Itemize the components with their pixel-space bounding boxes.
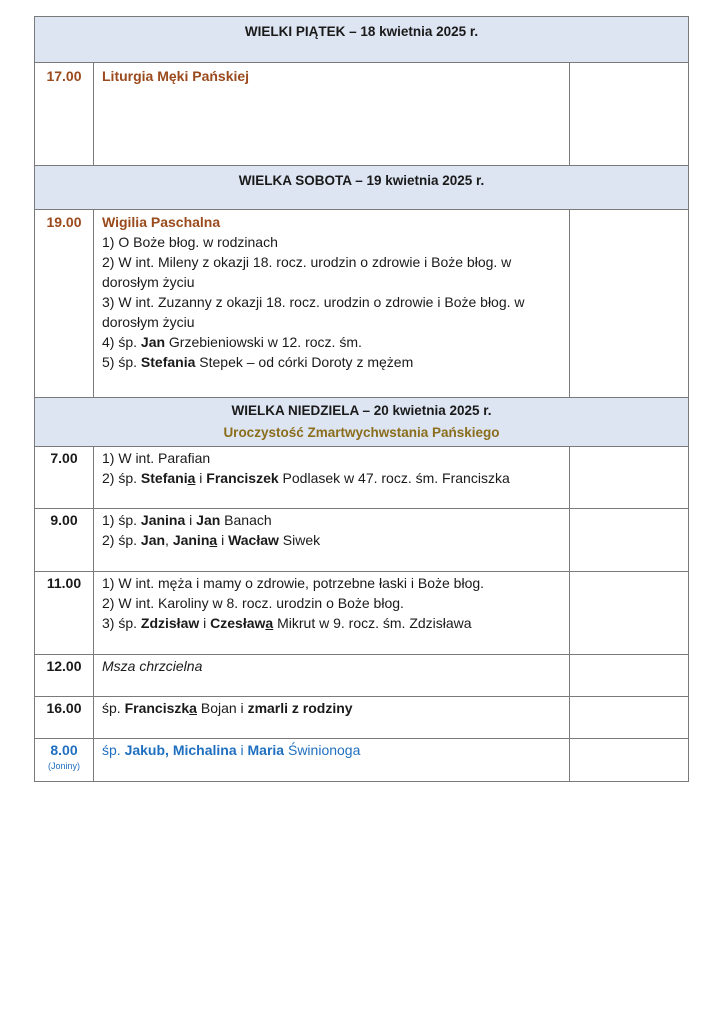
mass-intention bbox=[94, 210, 570, 398]
notes-cell bbox=[570, 447, 689, 509]
mass-schedule-table bbox=[34, 16, 689, 782]
day-title: WIELKA SOBOTA – 19 kwietnia 2025 r. bbox=[238, 173, 485, 188]
intention-line: 4) śp. Jan Grzebieniowski w 12. rocz. śm. bbox=[102, 334, 362, 350]
mass-time: 19.00 bbox=[35, 210, 94, 398]
mass-intention bbox=[94, 655, 570, 697]
notes-cell bbox=[570, 655, 689, 697]
day-header-saturday bbox=[35, 166, 689, 210]
day-subtitle: Uroczystość Zmartwychwstania Pańskiego bbox=[223, 425, 500, 440]
table-row bbox=[35, 697, 689, 739]
intention-line: śp. Franciszka Bojan i zmarli z rodziny bbox=[102, 700, 353, 716]
mass-intention bbox=[94, 509, 570, 572]
notes-cell bbox=[570, 739, 689, 782]
mass-intention bbox=[94, 739, 570, 782]
notes-cell bbox=[570, 210, 689, 398]
intention-line: 5) śp. Stefania Stepek – od córki Doroty z mężem bbox=[102, 354, 414, 370]
day-header-row bbox=[35, 166, 689, 210]
table-row bbox=[35, 572, 689, 655]
table-row bbox=[35, 509, 689, 572]
table-row bbox=[35, 63, 689, 166]
intention-line: 1) śp. Janina i Jan Banach bbox=[102, 512, 272, 528]
table-row bbox=[35, 210, 689, 398]
intention-line: 1) W int. męża i mamy o zdrowie, potrzebne łaski i Boże błog. bbox=[102, 575, 485, 591]
intention-line: 2) śp. Stefania i Franciszek Podlasek w 47. rocz. śm. Franciszka bbox=[102, 470, 510, 486]
mass-time: 7.00 bbox=[35, 447, 94, 509]
intention-line: Msza chrzcielna bbox=[102, 658, 203, 674]
day-header-sunday bbox=[35, 398, 689, 447]
mass-time: 16.00 bbox=[35, 697, 94, 739]
table-row bbox=[35, 739, 689, 782]
mass-time: 12.00 bbox=[35, 655, 94, 697]
day-title: WIELKI PIĄTEK – 18 kwietnia 2025 r. bbox=[244, 24, 479, 39]
table-row bbox=[35, 655, 689, 697]
day-header-friday bbox=[35, 17, 689, 63]
mass-location: (Joniny) bbox=[47, 761, 80, 771]
notes-cell bbox=[570, 697, 689, 739]
intention-line: śp. Jakub, Michalina i Maria Świnionoga bbox=[102, 742, 361, 758]
intention-line: 1) O Boże błog. w rodzinach bbox=[102, 234, 278, 250]
intention-line: 2) W int. Karoliny w 8. rocz. urodzin o Boże błog. bbox=[102, 595, 404, 611]
notes-cell bbox=[570, 63, 689, 166]
mass-time: 11.00 bbox=[35, 572, 94, 655]
mass-intention bbox=[94, 63, 570, 166]
intention-line: 2) W int. Mileny z okazji 18. rocz. urodzin o zdrowie i Boże błog. w dorosłym życiu bbox=[102, 254, 512, 290]
notes-cell bbox=[570, 572, 689, 655]
liturgy-title: Liturgia Męki Pańskiej bbox=[102, 68, 250, 84]
mass-intention bbox=[94, 572, 570, 655]
day-title: WIELKA NIEDZIELA – 20 kwietnia 2025 r. bbox=[231, 403, 492, 418]
day-header-row bbox=[35, 17, 689, 63]
mass-time: 8.00 (Joniny) bbox=[35, 739, 94, 782]
mass-time: 17.00 bbox=[35, 63, 94, 166]
mass-time: 9.00 bbox=[35, 509, 94, 572]
intention-line: 3) W int. Zuzanny z okazji 18. rocz. urodzin o zdrowie i Boże błog. w dorosłym życiu bbox=[102, 294, 525, 330]
table-row bbox=[35, 447, 689, 509]
mass-intention bbox=[94, 447, 570, 509]
intention-line: 3) śp. Zdzisław i Czesława Mikrut w 9. rocz. śm. Zdzisława bbox=[102, 615, 472, 631]
notes-cell bbox=[570, 509, 689, 572]
mass-intention bbox=[94, 697, 570, 739]
intention-line: 1) W int. Parafian bbox=[102, 450, 211, 466]
liturgy-title: Wigilia Paschalna bbox=[102, 214, 221, 230]
intention-line: 2) śp. Jan, Janina i Wacław Siwek bbox=[102, 532, 321, 548]
day-header-row bbox=[35, 398, 689, 447]
